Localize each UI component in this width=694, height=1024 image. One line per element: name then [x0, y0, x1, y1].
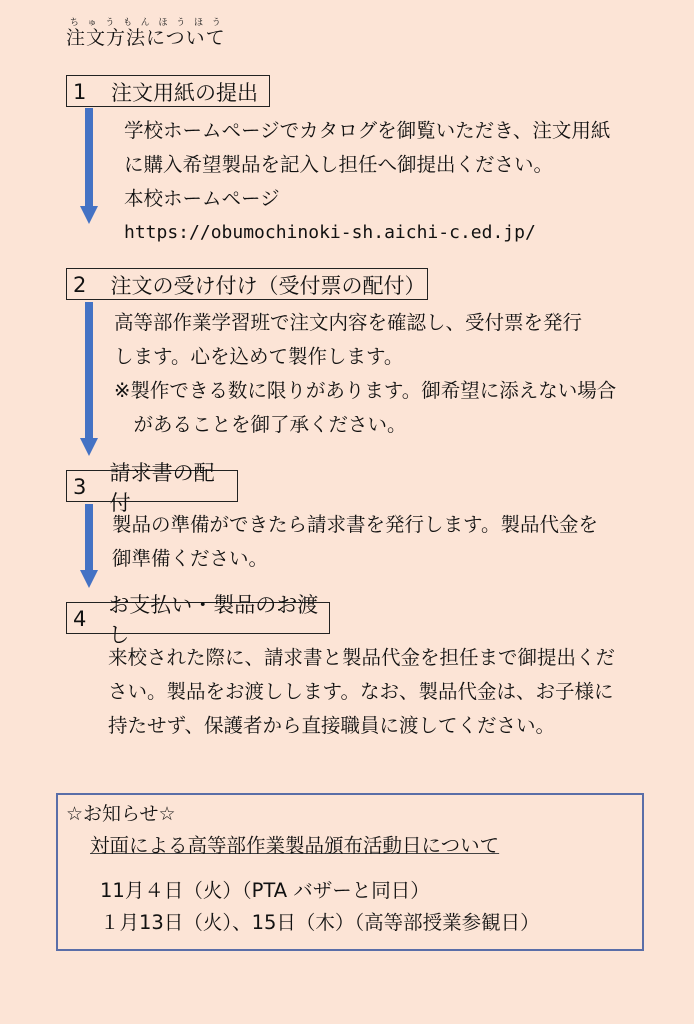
- step-2-number: 2: [73, 273, 87, 297]
- step-2-arrow-icon: [80, 302, 98, 458]
- step-4-number: 4: [73, 607, 87, 631]
- step-1-line-3: 本校ホームページ: [124, 187, 280, 210]
- step-2-body: [114, 306, 616, 442]
- step-3-line-1: 製品の準備ができたら請求書を発行します。製品代金を: [112, 513, 598, 536]
- notice-header: ☆お知らせ☆: [66, 803, 176, 825]
- step-3-title: 請求書の配付: [109, 461, 215, 515]
- step-2-line-1: 高等部作業学習班で注文内容を確認し、受付票を発行: [114, 311, 583, 334]
- page-title: [66, 18, 226, 50]
- step-2-line-2: します。心を込めて製作します。: [114, 345, 404, 368]
- step-4-line-2: さい。製品をお渡しします。なお、製品代金は、お子様に: [108, 680, 614, 703]
- step-3-line-2: 御準備ください。: [112, 547, 269, 570]
- step-4-body: [108, 641, 615, 743]
- step-1-arrow-icon: [80, 108, 98, 226]
- step-1-body: [124, 114, 610, 250]
- step-3-body: [112, 508, 598, 576]
- step-1-heading: [66, 75, 270, 107]
- step-3-heading: [66, 461, 238, 515]
- step-4-title: お支払い・製品のお渡し: [108, 593, 319, 647]
- step-2-heading: [66, 268, 428, 300]
- step-1-title: 注文用紙の提出: [111, 81, 258, 105]
- step-1-line-1: 学校ホームページでカタログを御覧いただき、注文用紙: [124, 119, 611, 142]
- notice-date-2: １月13日（火）、15日（木）（高等部授業参観日）: [100, 911, 540, 934]
- notice-date-1: 11月４日（火）（PTA バザーと同日）: [100, 879, 430, 902]
- step-1-number: 1: [73, 80, 87, 104]
- step-1-line-2: に購入希望製品を記入し担任へ御提出ください。: [124, 153, 554, 176]
- step-3-number: 3: [73, 475, 87, 499]
- school-homepage-url[interactable]: https://obumochinoki-sh.aichi-c.ed.jp/: [124, 222, 536, 243]
- step-4-line-1: 来校された際に、請求書と製品代金を担任まで御提出くだ: [108, 646, 616, 669]
- notice-subtitle: 対面による高等部作業製品頒布活動日について: [90, 834, 500, 857]
- step-3-arrow-icon: [80, 504, 98, 590]
- notice-box: [56, 793, 644, 951]
- step-2-line-4: があることを御了承ください。: [114, 413, 407, 436]
- step-2-line-3: ※製作できる数に限りがあります。御希望に添えない場合: [114, 379, 617, 402]
- page-title-text: 注文方法についてちゅうもんほうほう: [66, 18, 226, 49]
- step-4-heading: [66, 593, 330, 647]
- step-2-title: 注文の受け付け（受付票の配付）: [110, 274, 426, 298]
- step-4-line-3: 持たせず、保護者から直接職員に渡してください。: [108, 714, 555, 737]
